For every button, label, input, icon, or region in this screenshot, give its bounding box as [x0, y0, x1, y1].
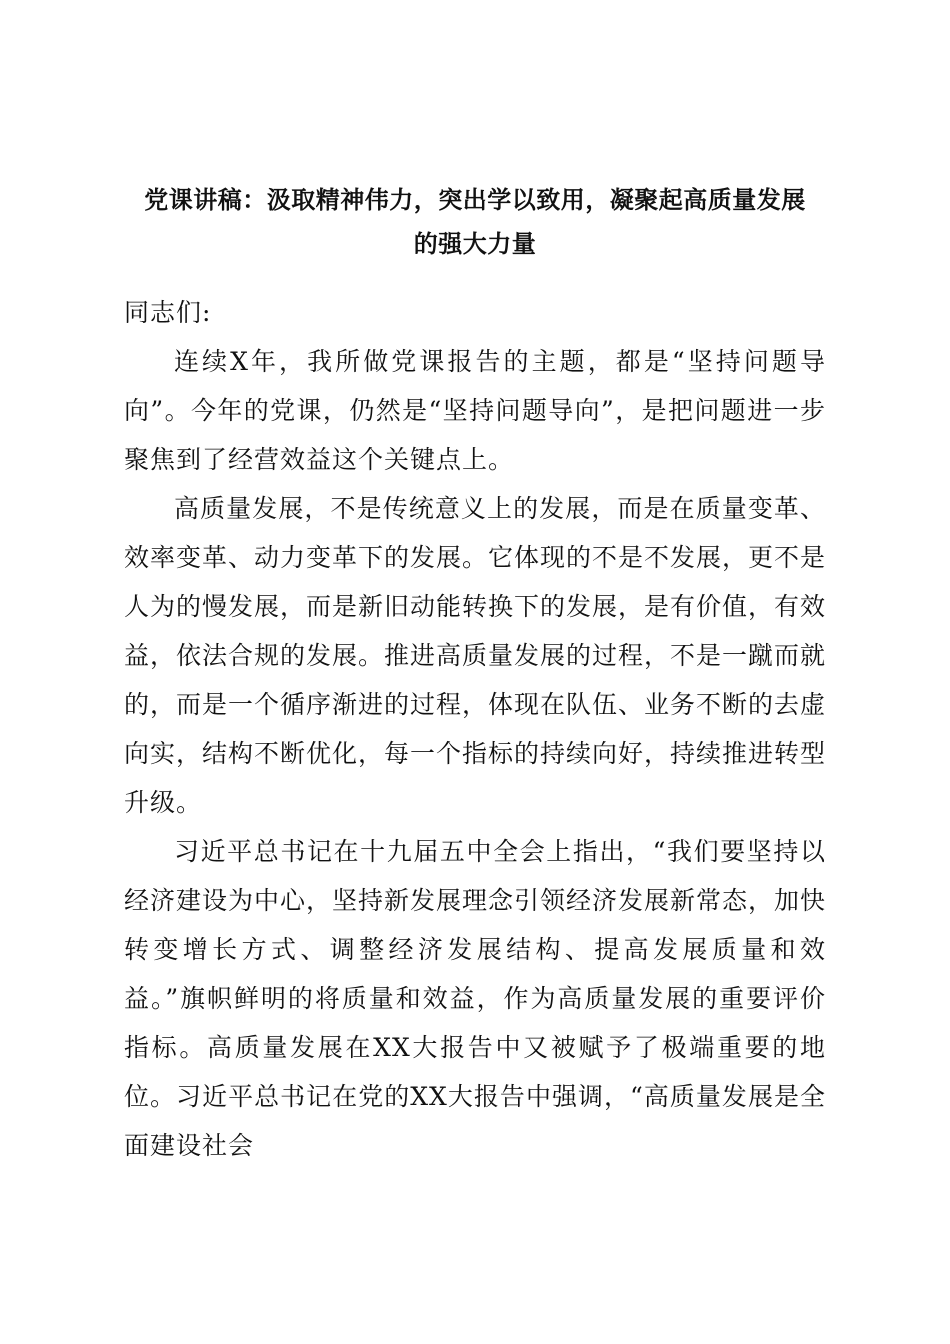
document-body — [124, 288, 826, 1170]
salutation: 同志们: — [124, 298, 212, 327]
document-content — [124, 178, 826, 1170]
paragraph-3: 习近平总书记在十九届五中全会上指出，“我们要坚持以经济建设为中心，坚持新发展理念引领经济发展新常态，加快转变增长方式、调整经济发展结构、提高发展质量和效益。”旗帜鲜明的将质量和效益，作为高质量发展的重要评价指标。高质量发展在XX大报告中又被赋予了极端重要的地位。习近平总书记在党的XX大报告中强调，“高质量发展是全面建设社会 — [124, 837, 827, 1160]
document-title — [124, 178, 826, 266]
paragraph-2: 高质量发展，不是传统意义上的发展，而是在质量变革、效率变革、动力变革下的发展。它体现的不是不发展，更不是人为的慢发展，而是新旧动能转换下的发展，是有价值，有效益，依法合规的发展。推进高质量发展的过程，不是一蹴而就的，而是一个循序渐进的过程，体现在队伍、业务不断的去虚向实，结构不断优化，每一个指标的持续向好，持续推进转型升级。 — [124, 494, 827, 817]
title-line-2: 的强大力量 — [413, 229, 537, 258]
title-line-1: 党课讲稿：汲取精神伟力，突出学以致用，凝聚起高质量发展 — [144, 185, 806, 214]
paragraph-1: 连续X年，我所做党课报告的主题，都是“坚持问题导向”。今年的党课，仍然是“坚持问题导向”，是把问题进一步聚焦到了经营效益这个关键点上。 — [124, 347, 826, 474]
